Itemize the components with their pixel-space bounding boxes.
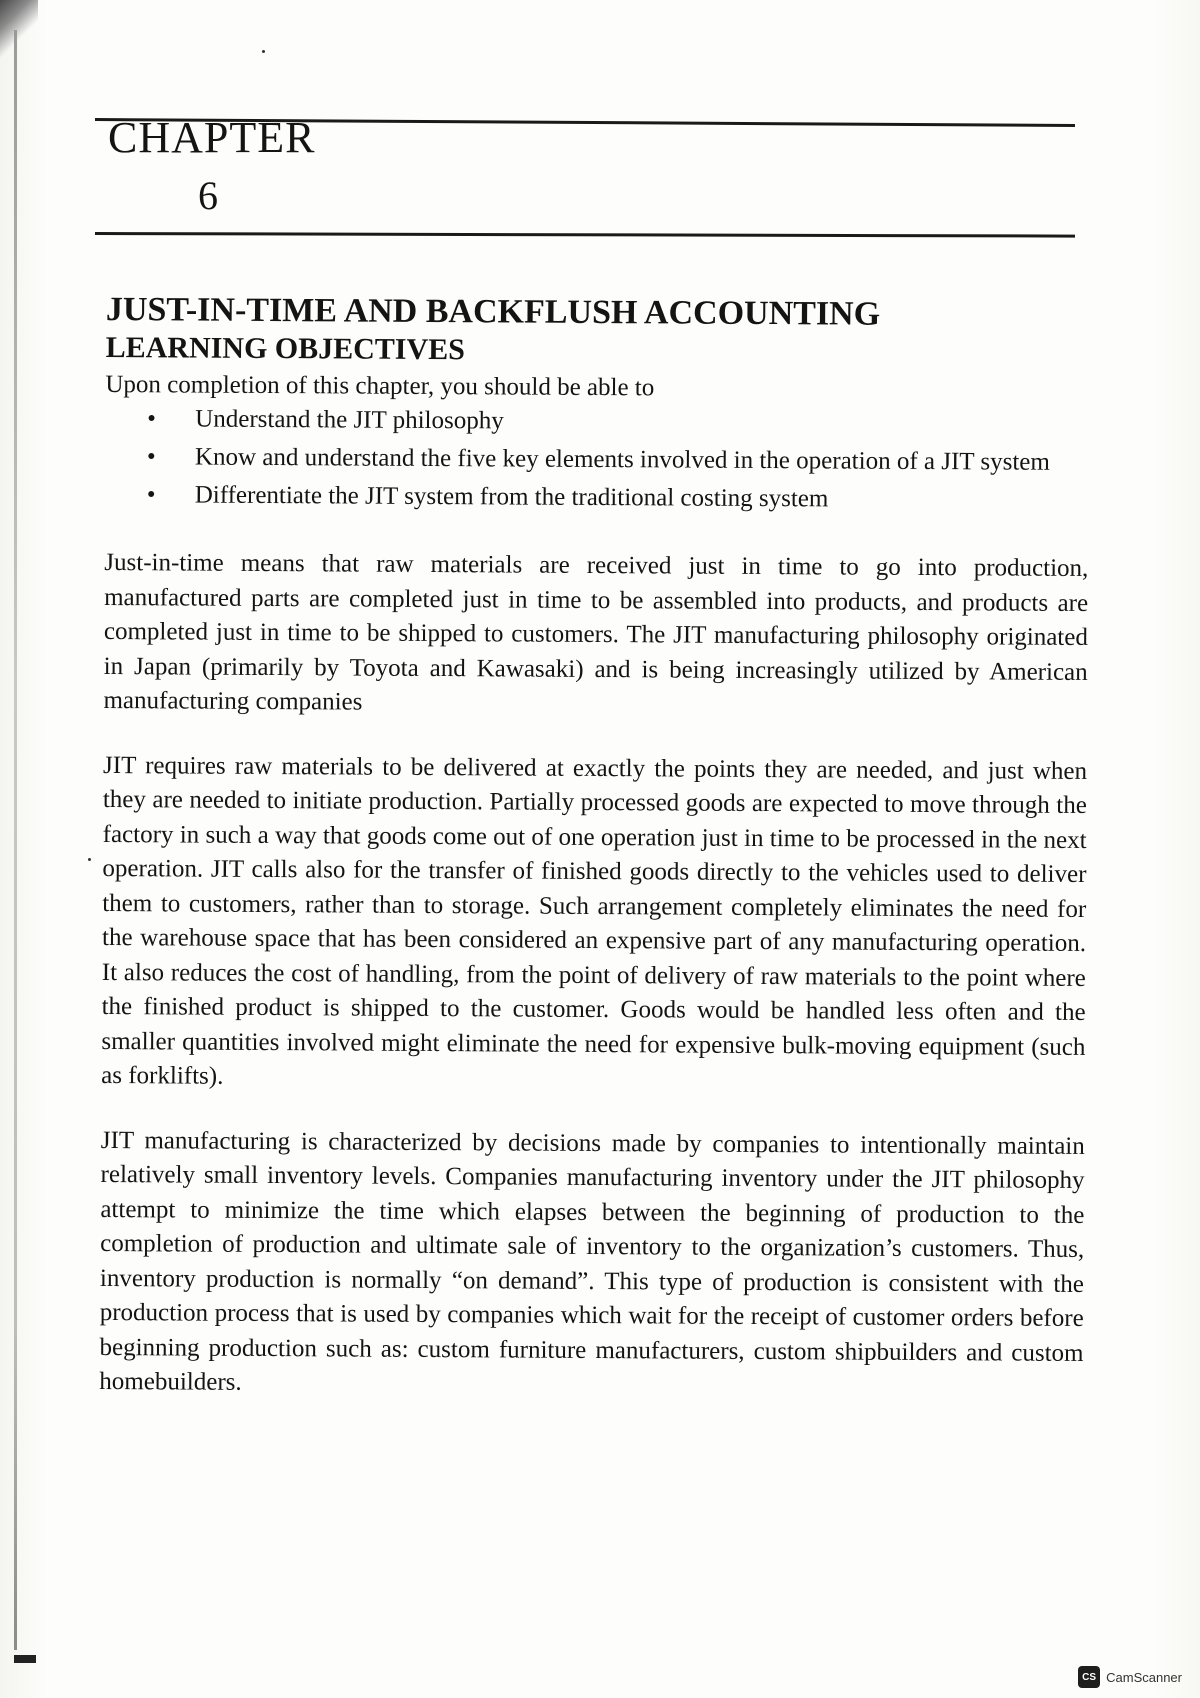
bullet-icon: • xyxy=(147,405,157,433)
camscanner-watermark xyxy=(1078,1666,1182,1688)
objective-text: Understand the JIT philosophy xyxy=(195,405,504,435)
objective-item xyxy=(105,478,1089,518)
chapter-content xyxy=(99,290,1090,1405)
objective-item xyxy=(105,402,1089,442)
page-edge-mark xyxy=(14,1655,36,1663)
paragraph-jit-inventory: JIT manufacturing is characterized by decisions made by companies to intentionally maintain relatively small inventory levels. Companies manufacturing inventory under the JIT philosophy attempt to minimize the time which elapses between the beginning of production to the completion of production and ultimate sale of inventory to the organization’s customers. Thus, inventory production is normally “on demand”. This type of production is consistent with the production process that is used by companies which wait for the receipt of customer orders before beginning production such as: custom furniture manufacturers, custom shipbuilders and custom homebuilders. xyxy=(99,1126,1085,1396)
paragraph-jit-definition: Just-in-time means that raw materials are received just in time to go into production, manufactured parts are completed just in time to be assembled into products, and products are completed just in time to be shipped to customers. The JIT manufacturing philosophy originated in Japan (primarily by Toyota and Kawasaki) and is being increasingly utilized by American manufacturing companies xyxy=(103,548,1089,716)
objectives-intro: Upon completion of this chapter, you should be able to xyxy=(105,370,655,402)
header-rule xyxy=(95,232,1075,238)
chapter-number: 6 xyxy=(198,173,218,218)
learning-objectives-heading: LEARNING OBJECTIVES xyxy=(105,330,466,367)
scan-speck xyxy=(262,50,265,53)
chapter-label: CHAPTER xyxy=(108,113,316,162)
bullet-icon: • xyxy=(146,481,156,509)
chapter-title: JUST-IN-TIME AND BACKFLUSH ACCOUNTING xyxy=(105,290,881,333)
camscanner-label: CamScanner xyxy=(1106,1669,1182,1685)
camscanner-logo-icon: CS xyxy=(1078,1666,1100,1688)
objective-text: Differentiate the JIT system from the traditional costing system xyxy=(194,481,829,513)
bullet-icon: • xyxy=(146,443,156,471)
page-corner-shadow xyxy=(0,0,38,60)
objectives-list xyxy=(105,402,1090,518)
objective-item xyxy=(105,440,1089,480)
paragraph-jit-requirements: JIT requires raw materials to be delivered at exactly the points they are needed, and just when they are needed to initiate production. Partially processed goods are expected to move through the factory in such a way that goods come out of one operation just in time to be processed in the next operation. JIT calls also for the transfer of finished goods directly to the vehicles used to deliver them to customers, rather than to storage. Such arrangement completely eliminates the need for the warehouse space that has been considered an expensive part of any manufacturing operation. It also reduces the cost of handling, from the point of delivery of raw materials to the point where the finished product is shipped to the customer. Goods would be handled less often and the smaller quantities involved might eliminate the need for expensive bulk-moving equipment (such as forklifts). xyxy=(101,751,1088,1090)
scan-speck xyxy=(88,858,91,861)
objective-text: Know and understand the five key elements involved in the operation of a JIT system xyxy=(194,443,1050,476)
page-left-edge xyxy=(14,30,17,1650)
